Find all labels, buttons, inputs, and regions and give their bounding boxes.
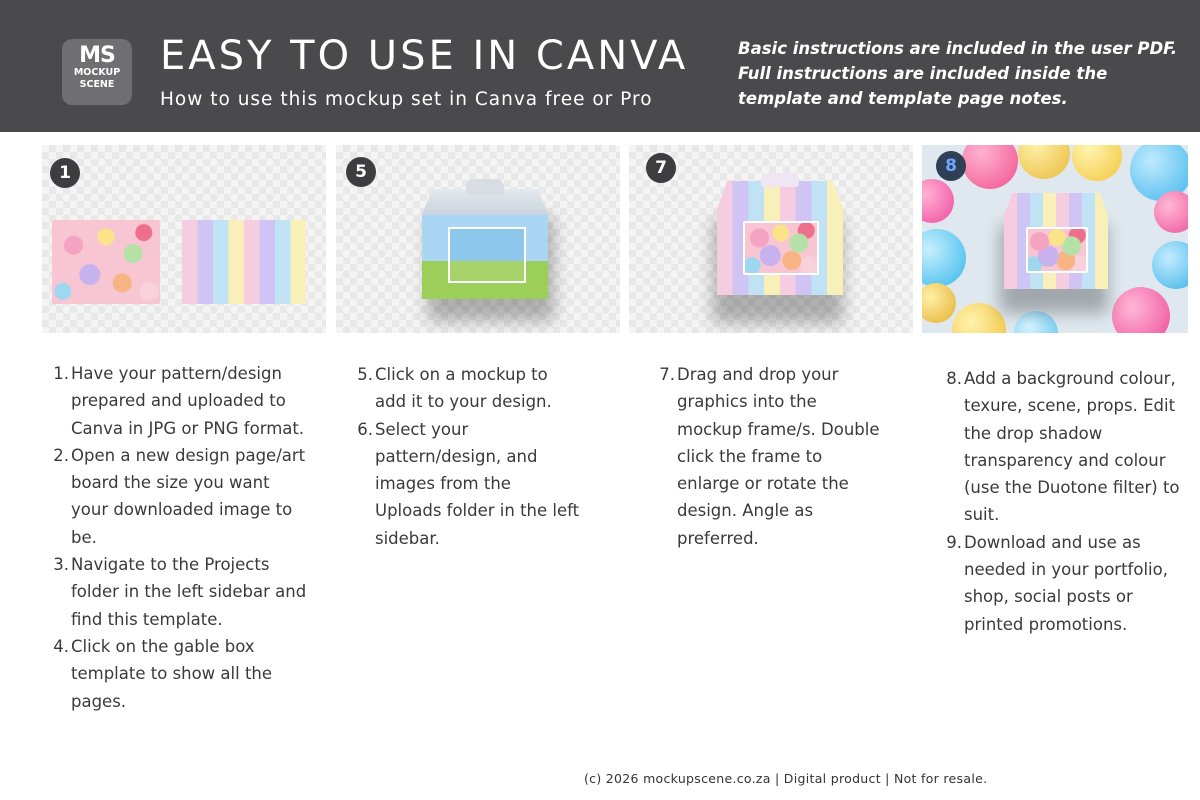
steps-column-2	[359, 361, 581, 552]
step-item	[359, 361, 581, 416]
copyright-footer: (c) 2026 mockupscene.co.za | Digital product | Not for resale.	[584, 771, 988, 786]
step-number: 9.	[946, 532, 962, 552]
logo-line-1: MOCKUP	[73, 67, 121, 78]
step-item	[948, 365, 1180, 529]
step-badge: 8	[936, 151, 966, 181]
step-text: Select your pattern/design, and images from the Uploads folder in the left sidebar.	[375, 419, 580, 548]
step-5-image-panel	[336, 145, 620, 333]
step-number: 4.	[53, 636, 69, 656]
header-banner	[0, 0, 1200, 132]
step-text: Click on a mockup to add it to your design.	[375, 365, 552, 412]
logo-monogram: MS	[79, 43, 115, 68]
gable-box-mockup	[717, 181, 843, 295]
step-text: Open a new design page/art board the size you want your downloaded image to be.	[71, 445, 306, 547]
pink-balloon	[1154, 191, 1188, 233]
box-handle	[761, 173, 799, 187]
step-item	[55, 633, 307, 715]
page-subtitle: How to use this mockup set in Canva free or Pro	[160, 89, 653, 110]
step-item	[55, 551, 307, 633]
box-window	[448, 227, 526, 283]
gold-balloon	[1018, 145, 1070, 179]
step-text: Navigate to the Projects folder in the left sidebar and find this template.	[71, 555, 307, 629]
gold-balloon	[922, 283, 956, 323]
step-text: Drag and drop your graphics into the mockup frame/s. Double click the frame to enlarge or rotate the design. Angle as preferred.	[677, 365, 880, 548]
candy-pattern-image	[52, 220, 160, 304]
steps-column-1	[55, 360, 307, 715]
steps-column-3	[661, 361, 885, 552]
mockup-scene-logo	[62, 39, 132, 105]
step-7-image-panel	[629, 145, 913, 333]
blue-balloon	[1152, 241, 1188, 289]
pastel-stripe-pattern-image	[182, 220, 306, 304]
step-text: Add a background colour, texure, scene, props. Edit the drop shadow transparency and colour (use the Duotone filter) to suit.	[964, 369, 1180, 525]
gable-box-mockup	[1004, 193, 1108, 289]
step-badge: 1	[50, 158, 80, 188]
step-number: 5.	[357, 365, 373, 384]
step-number: 3.	[53, 555, 69, 575]
yellow-balloon	[1072, 145, 1122, 181]
step-number: 7.	[659, 365, 675, 384]
step-text: Download and use as needed in your portfolio, shop, social posts or printed promotions.	[964, 532, 1168, 634]
box-handle	[466, 179, 504, 195]
gable-box-mockup	[422, 189, 548, 299]
step-number: 8.	[946, 369, 962, 388]
blue-balloon	[1014, 311, 1058, 333]
step-item	[948, 529, 1180, 638]
pink-balloon	[1112, 287, 1170, 333]
page-title: EASY TO USE IN CANVA	[160, 33, 689, 79]
step-item	[55, 360, 307, 442]
box-window-candy	[743, 221, 819, 275]
step-number: 2.	[53, 445, 69, 465]
step-text: Click on the gable box template to show all the pages.	[71, 636, 273, 711]
step-text: Have your pattern/design prepared and uploaded to Canva in JPG or PNG format.	[71, 364, 305, 438]
yellow-balloon	[952, 303, 1006, 333]
step-8-image-panel	[922, 145, 1188, 333]
pink-balloon	[962, 145, 1018, 189]
step-item	[55, 442, 307, 551]
steps-column-4	[948, 365, 1180, 638]
step-item	[359, 416, 581, 552]
instructions-note: Basic instructions are included in the user PDF. Full instructions are included inside the template and template page notes.	[738, 39, 1178, 108]
step-badge: 5	[346, 157, 376, 187]
blue-balloon	[922, 229, 966, 287]
pink-balloon	[922, 179, 954, 223]
box-lid	[1004, 193, 1108, 215]
logo-line-2: SCENE	[79, 79, 115, 90]
box-window-candy	[1026, 227, 1088, 273]
step-1-image-panel	[42, 145, 326, 333]
step-badge: 7	[646, 153, 676, 183]
step-number: 6.	[357, 419, 373, 439]
step-number: 1.	[53, 364, 69, 383]
step-item	[661, 361, 885, 552]
